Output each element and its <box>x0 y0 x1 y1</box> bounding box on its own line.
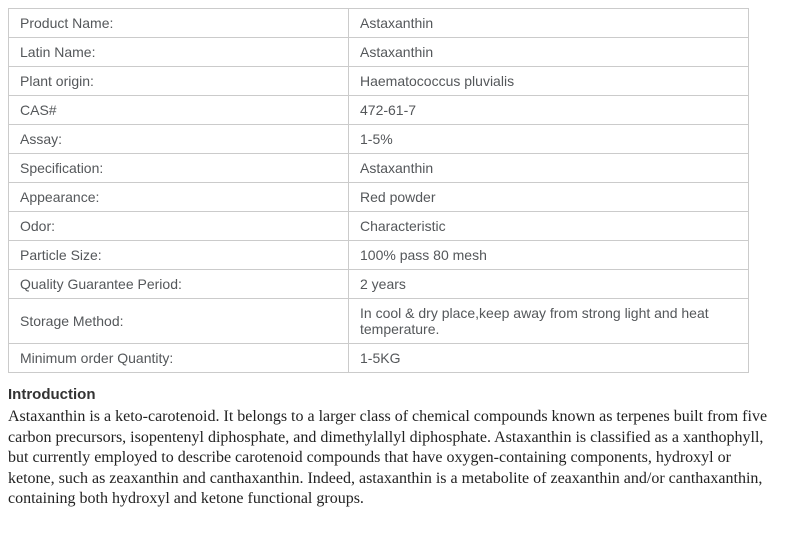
spec-label: Minimum order Quantity: <box>9 344 349 373</box>
table-row <box>9 270 749 299</box>
spec-label: Storage Method: <box>9 299 349 344</box>
introduction-heading: Introduction <box>8 386 96 403</box>
spec-value: Astaxanthin <box>349 154 749 183</box>
spec-label: Plant origin: <box>9 67 349 96</box>
spec-value: 2 years <box>349 270 749 299</box>
spec-label: Latin Name: <box>9 38 349 67</box>
spec-value: 1-5% <box>349 125 749 154</box>
spec-value: 1-5KG <box>349 344 749 373</box>
table-row <box>9 38 749 67</box>
spec-label: CAS# <box>9 96 349 125</box>
spec-label: Quality Guarantee Period: <box>9 270 349 299</box>
table-row <box>9 241 749 270</box>
spec-value: 472-61-7 <box>349 96 749 125</box>
table-row <box>9 96 749 125</box>
spec-value: Characteristic <box>349 212 749 241</box>
product-page <box>0 8 788 535</box>
table-row <box>9 9 749 38</box>
spec-label: Assay: <box>9 125 349 154</box>
spec-label: Specification: <box>9 154 349 183</box>
spec-value: In cool & dry place,keep away from strong light and heat temperature. <box>349 299 749 344</box>
spec-label: Particle Size: <box>9 241 349 270</box>
table-row <box>9 154 749 183</box>
table-row <box>9 125 749 154</box>
spec-label: Appearance: <box>9 183 349 212</box>
table-row <box>9 299 749 344</box>
product-spec-table <box>8 8 749 373</box>
spec-value: Red powder <box>349 183 749 212</box>
table-row <box>9 212 749 241</box>
introduction-paragraph: Astaxanthin is a keto-carotenoid. It belongs to a larger class of chemical compounds known as terpenes built from five carbon precursors, isopentenyl diphosphate, and dimethylallyl diphosphate. Astaxanthin is classified as a xanthophyll, but currently employed to describe carotenoid compounds that have oxygen-containing components, hydroxyl or ketone, such as zeaxanthin and canthaxanthin. Indeed, astaxanthin is a metabolite of zeaxanthin and/or canthaxanthin, containing both hydroxyl and ketone functional groups. <box>8 408 768 507</box>
spec-value: Astaxanthin <box>349 9 749 38</box>
spec-value: 100% pass 80 mesh <box>349 241 749 270</box>
introduction-section <box>0 373 788 510</box>
spec-label: Product Name: <box>9 9 349 38</box>
table-row <box>9 183 749 212</box>
table-row <box>9 67 749 96</box>
table-row <box>9 344 749 373</box>
spec-value: Haematococcus pluvialis <box>349 67 749 96</box>
spec-value: Astaxanthin <box>349 38 749 67</box>
spec-label: Odor: <box>9 212 349 241</box>
